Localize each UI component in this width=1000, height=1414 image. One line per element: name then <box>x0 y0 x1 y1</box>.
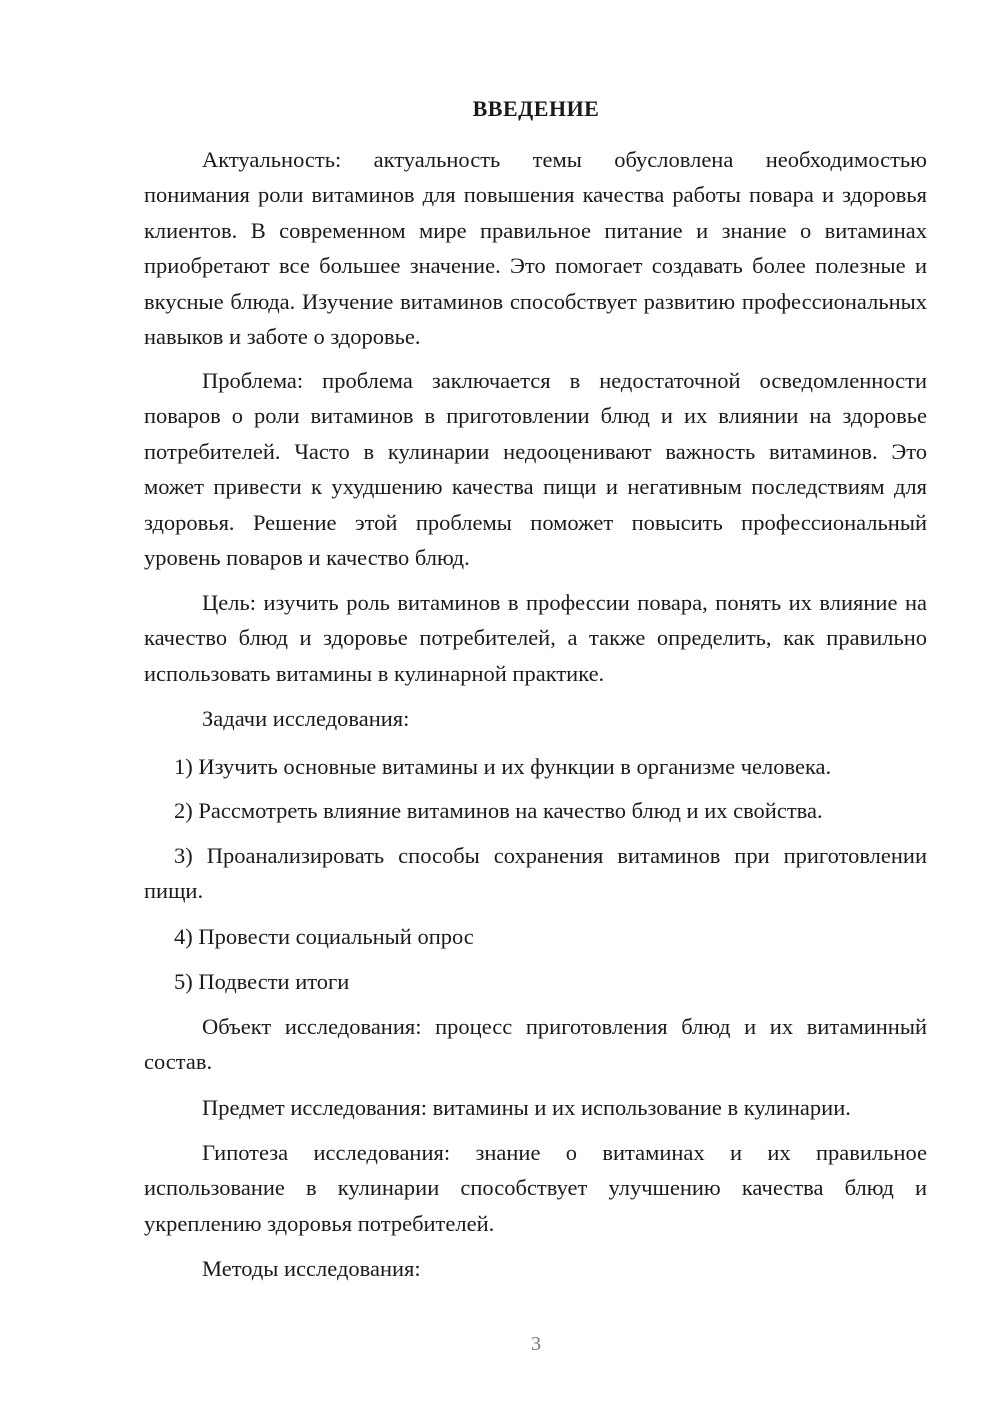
paragraph-hypothesis: Гипотеза исследования: знание о витаминах и их правильное использование в кулинарии способствует улучшению качества блюд и укреплению здоровья потребителей. <box>144 1140 927 1236</box>
task-item-1: 1) Изучить основные витамины и их функции в организме человека. <box>174 754 832 779</box>
task-item-2: 2) Рассмотреть влияние витаминов на качество блюд и их свойства. <box>174 798 823 823</box>
task-item-5: 5) Подвести итоги <box>174 969 350 994</box>
paragraph-object: Объект исследования: процесс приготовления блюд и их витаминный состав. <box>144 1014 927 1075</box>
tasks-heading: Задачи исследования: <box>202 706 410 731</box>
methods-heading: Методы исследования: <box>202 1256 421 1281</box>
page-number: 3 <box>531 1333 541 1355</box>
section-title: ВВЕДЕНИЕ <box>472 96 600 121</box>
paragraph-relevance: Актуальность: актуальность темы обусловлена необходимостью понимания роли витаминов для повышения качества работы повара и здоровья клиентов. В современном мире правильное питание и знание о витаминах приобретают все большее значение. Это помогает создавать более полезные и вкусные блюда. Изучение витаминов способствует развитию профессиональных навыков и заботе о здоровье. <box>144 147 927 350</box>
task-item-3: 3) Проанализировать способы сохранения витаминов при приготовлении пищи. <box>144 843 927 904</box>
task-item-4: 4) Провести социальный опрос <box>174 924 474 949</box>
paragraph-goal: Цель: изучить роль витаминов в профессии повара, понять их влияние на качество блюд и здоровье потребителей, а также определить, как правильно использовать витамины в кулинарной практике. <box>144 590 927 686</box>
paragraph-subject: Предмет исследования: витамины и их использование в кулинарии. <box>202 1095 851 1120</box>
paragraph-problem: Проблема: проблема заключается в недостаточной осведомленности поваров о роли витаминов в приготовлении блюд и их влиянии на здоровье потребителей. Часто в кулинарии недооценивают важность витаминов. Это может привести к ухудшению качества пищи и негативным последствиям для здоровья. Решение этой проблемы поможет повысить профессиональный уровень поваров и качество блюд. <box>144 368 927 571</box>
